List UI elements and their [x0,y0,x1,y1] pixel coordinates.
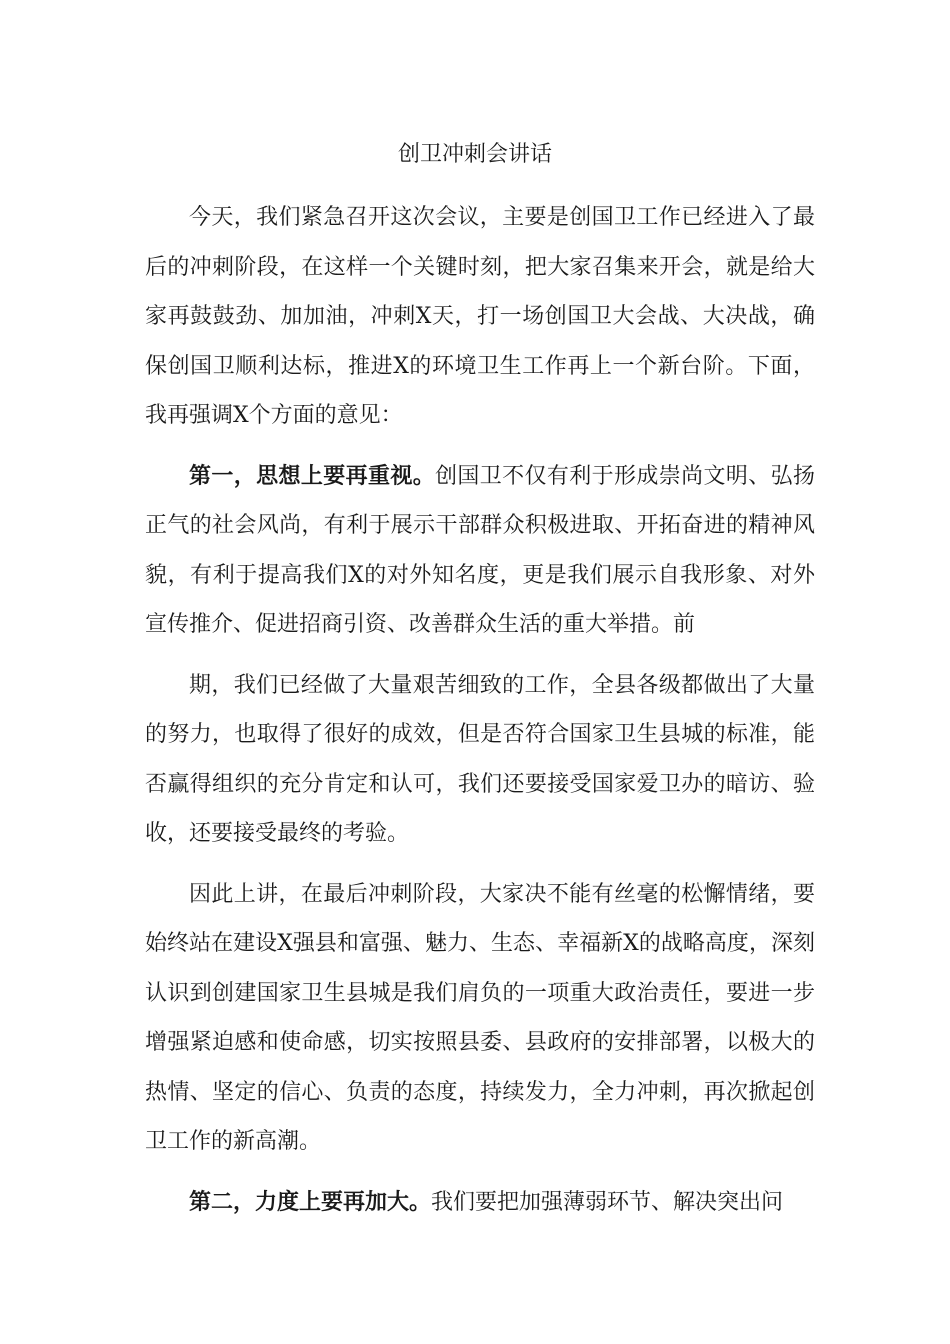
paragraph-conclusion [145,870,815,1167]
paragraph-text: 期，我们已经做了大量艰苦细致的工作，全县各级都做出了大量的努力，也取得了很好的成效，但是否符合国家卫生县城的标准，能否赢得组织的充分肯定和认可，我们还要接受国家爱卫办的暗访、验收，还要接受最终的考验。 [145,672,815,846]
document-body [145,193,815,1227]
paragraph-progress [145,661,815,859]
paragraph-point-two [145,1178,815,1228]
document-title: 创卫冲刺会讲话 [397,142,552,167]
paragraph-heading: 第一，思想上要再重视。 [189,462,436,489]
paragraph-point-one [145,452,815,650]
paragraph-text: 今天，我们紧急召开这次会议，主要是创国卫工作已经进入了最后的冲刺阶段，在这样一个关键时刻，把大家召集来开会，就是给大家再鼓鼓劲、加加油，冲刺X天，打一场创国卫大会战、大决战，确保创国卫顺利达标，推进X的环境卫生工作再上一个新台阶。下面，我再强调X个方面的意见： [145,205,815,428]
paragraph-text: 我们要把加强薄弱环节、解决突出问 [431,1189,784,1215]
paragraph-heading: 第二，力度上要再加大。 [189,1188,432,1215]
paragraph-text: 因此上讲，在最后冲刺阶段，大家决不能有丝毫的松懈情绪，要始终站在建设X强县和富强、魅力、生态、幸福新X的战略高度，深刻认识到创建国家卫生县城是我们肩负的一项重大政治责任，要进一步增强紧迫感和使命感，切实按照县委、县政府的安排部署，以极大的热情、坚定的信心、负责的态度，持续发力，全力冲刺，再次掀起创卫工作的新高潮。 [145,881,815,1154]
paragraph-text: 创国卫不仅有利于形成崇尚文明、弘扬正气的社会风尚，有利于展示干部群众积极进取、开拓奋进的精神风貌，有利于提高我们X的对外知名度，更是我们展示自我形象、对外宣传推介、促进招商引资、改善群众生活的重大举措。前 [145,463,815,637]
paragraph-intro [145,193,815,441]
